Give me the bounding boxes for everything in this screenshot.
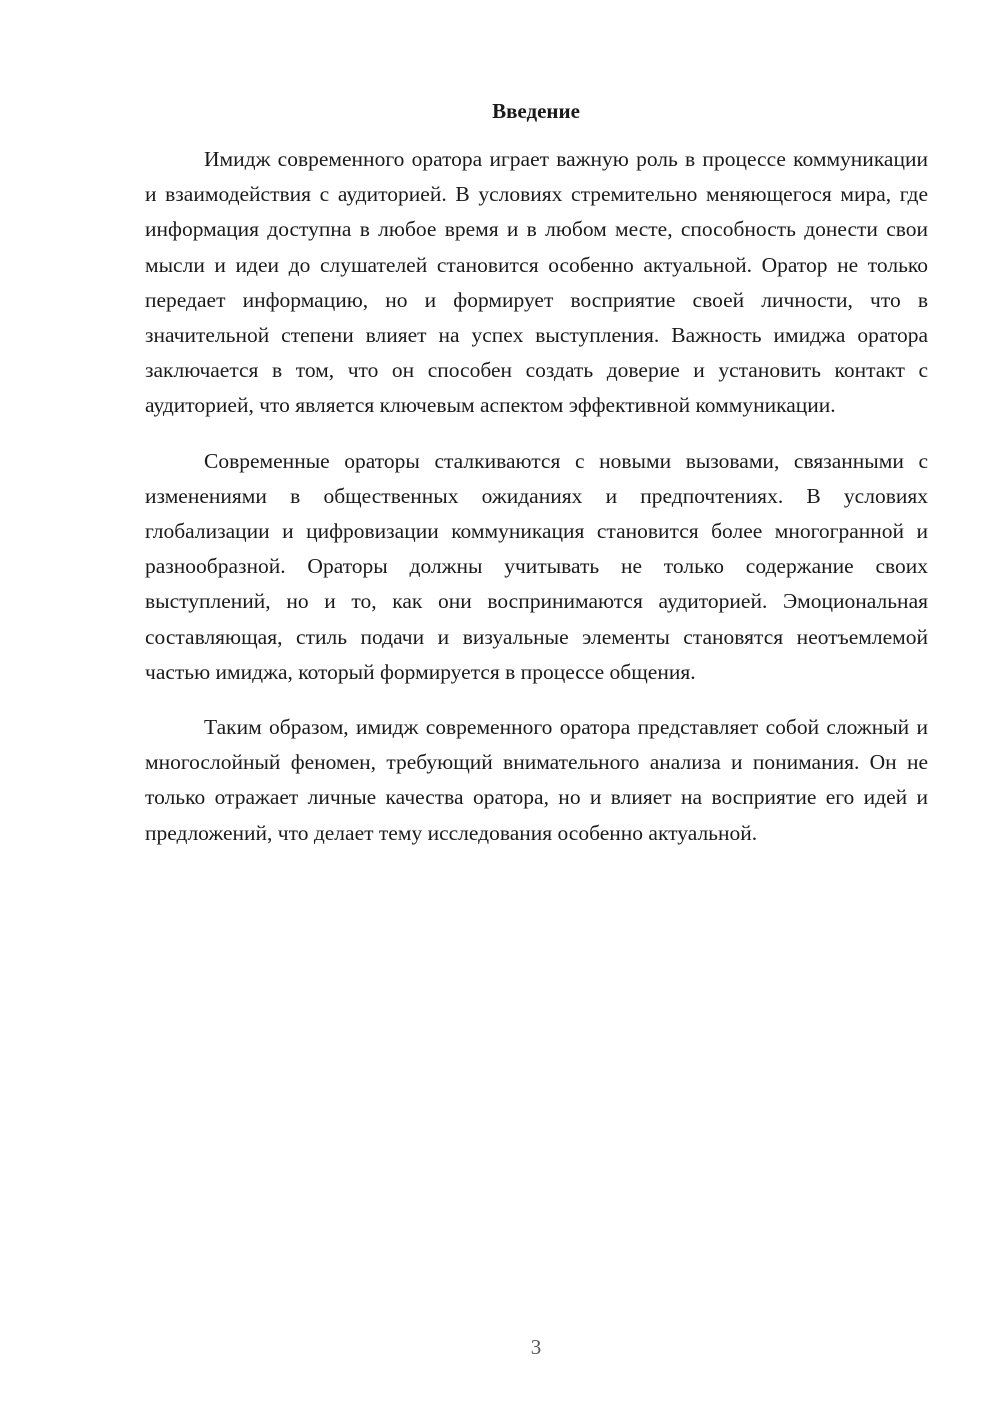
body-text xyxy=(145,142,928,871)
paragraph-1: Имидж современного оратора играет важную роль в процессе коммуникации и взаимодействия с аудиторией. В условиях стремительно меняющегося мира, где информация доступна в любое время и в любом месте, способность донести свои мысли и идеи до слушателей становится особенно актуальной. Оратор не только передает информацию, но и формирует восприятие своей личности, что в значительной степени влияет на успех выступления. Важность имиджа оратора заключается в том, что он способен создать доверие и установить контакт с аудиторией, что является ключевым аспектом эффективной коммуникации. xyxy=(145,147,928,418)
paragraph-3: Таким образом, имидж современного оратора представляет собой сложный и многослойный феномен, требующий внимательного анализа и понимания. Он не только отражает личные качества оратора, но и влияет на восприятие его идей и предложений, что делает тему исследования особенно актуальной. xyxy=(145,715,928,845)
page-number: 3 xyxy=(530,1335,542,1359)
paragraph-2: Современные ораторы сталкиваются с новыми вызовами, связанными с изменениями в общественных ожиданиях и предпочтениях. В условиях глобализации и цифровизации коммуникация становится более многогранной и разнообразной. Ораторы должны учитывать не только содержание своих выступлений, но и то, как они воспринимаются аудиторией. Эмоциональная составляющая, стиль подачи и визуальные элементы становятся неотъемлемой частью имиджа, который формируется в процессе общения. xyxy=(145,448,928,684)
page-title: Введение xyxy=(492,99,580,123)
